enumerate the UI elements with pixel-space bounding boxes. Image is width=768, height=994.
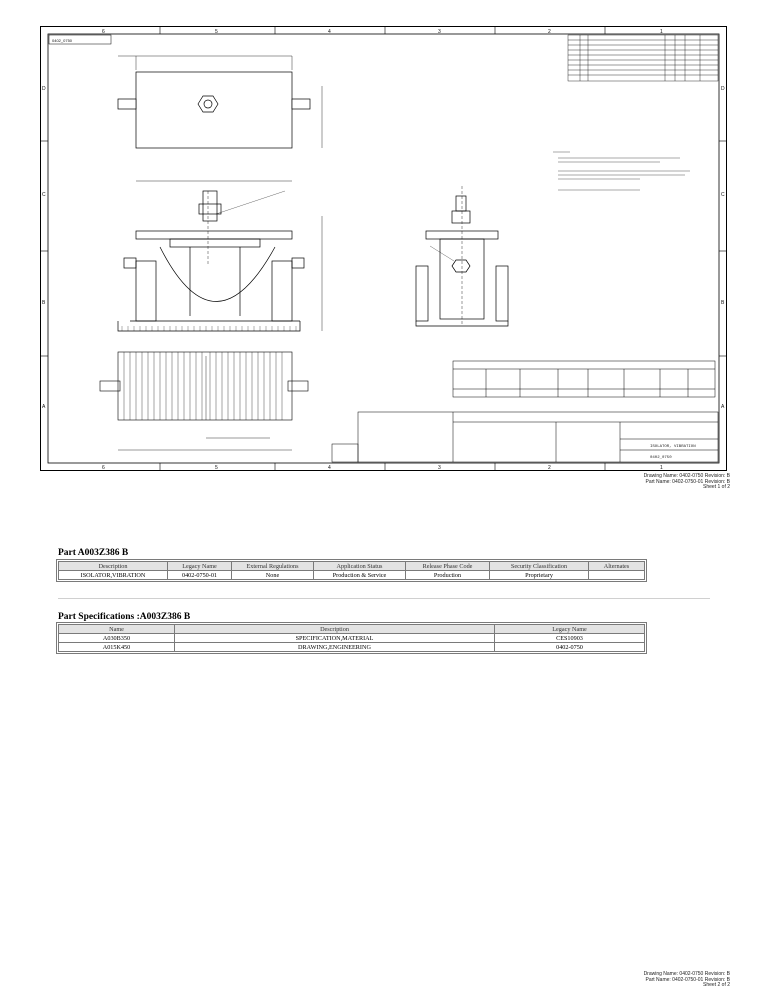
col-security-classification: Security Classification	[490, 562, 589, 571]
sheet1-sheet-number: Sheet 1 of 2	[703, 484, 730, 490]
spec-table	[58, 624, 645, 652]
cell-legacy-name: CES10903	[495, 634, 645, 643]
col-description: Description	[59, 562, 168, 571]
col-external-regulations: External Regulations	[232, 562, 314, 571]
col-release-phase-code: Release Phase Code	[406, 562, 490, 571]
spec-table-header	[59, 625, 645, 634]
col-description: Description	[175, 625, 495, 634]
cell-legacy-name: 0402-0750-01	[168, 571, 232, 580]
zone-col-4: 4	[328, 29, 331, 35]
zone-col-6: 6	[102, 29, 105, 35]
sheet1-footer	[644, 474, 730, 491]
sheet1-drawing-name: Drawing Name: 0402-0750 Revision: B	[643, 473, 730, 479]
cell-alternates	[589, 571, 645, 580]
zone-row-B-right: B	[721, 300, 725, 306]
zone-col-3: 3	[438, 29, 441, 35]
zone-row-A: A	[42, 404, 46, 410]
cell-legacy-name: 0402-0750	[495, 643, 645, 652]
part-section-title: Part A003Z386 B	[58, 548, 129, 558]
sheet2-part-name: Part Name: 0402-0750-01 Revision: B	[645, 976, 730, 983]
sheet2-sheet-number: Sheet 2 of 2	[703, 982, 730, 988]
spec-section-title: Part Specifications :A003Z386 B	[58, 612, 191, 622]
zone-col-6-bottom: 6	[102, 465, 105, 471]
zone-col-5: 5	[215, 29, 218, 35]
zone-col-2-bottom: 2	[548, 465, 551, 471]
section-divider	[58, 598, 710, 599]
col-alternates: Alternates	[589, 562, 645, 571]
part-table-header	[59, 562, 645, 571]
title-block-number: 0402_0750	[650, 456, 672, 460]
zone-row-C-right: C	[721, 192, 725, 198]
cell-application-status: Production & Service	[314, 571, 406, 580]
zone-row-C: C	[42, 192, 46, 198]
sheet1-part-name: Part Name: 0402-0750-01 Revision: B	[645, 478, 730, 485]
col-application-status: Application Status	[314, 562, 406, 571]
table-row	[59, 643, 645, 652]
zone-row-A-right: A	[721, 404, 725, 410]
col-legacy-name: Legacy Name	[168, 562, 232, 571]
part-table	[58, 561, 645, 580]
zone-col-5-bottom: 5	[215, 465, 218, 471]
zone-col-1-bottom: 1	[660, 465, 663, 471]
cell-name: A015K450	[59, 643, 175, 652]
cell-release-phase-code: Production	[406, 571, 490, 580]
zone-col-1: 1	[660, 29, 663, 35]
sheet-tab-label: 0402_0750	[52, 38, 73, 43]
cell-external-regulations: None	[232, 571, 314, 580]
zone-col-4-bottom: 4	[328, 465, 331, 471]
col-legacy-name: Legacy Name	[495, 625, 645, 634]
cell-description: SPECIFICATION,MATERIAL	[175, 634, 495, 643]
zone-col-3-bottom: 3	[438, 465, 441, 471]
cell-security-classification: Proprietary	[490, 571, 589, 580]
sheet2-footer	[644, 972, 730, 989]
cell-description: ISOLATOR,VIBRATION	[59, 571, 168, 580]
sheet2-drawing-name: Drawing Name: 0402-0750 Revision: B	[643, 971, 730, 977]
zone-row-D-right: D	[721, 86, 725, 92]
table-row	[59, 634, 645, 643]
cell-description: DRAWING,ENGINEERING	[175, 643, 495, 652]
engineering-drawing	[40, 26, 727, 471]
zone-row-D: D	[42, 86, 46, 92]
col-name: Name	[59, 625, 175, 634]
table-row	[59, 571, 645, 580]
cell-name: A030B350	[59, 634, 175, 643]
zone-col-2: 2	[548, 29, 551, 35]
title-block-name: ISOLATOR, VIBRATION	[650, 445, 696, 449]
zone-row-B: B	[42, 300, 46, 306]
